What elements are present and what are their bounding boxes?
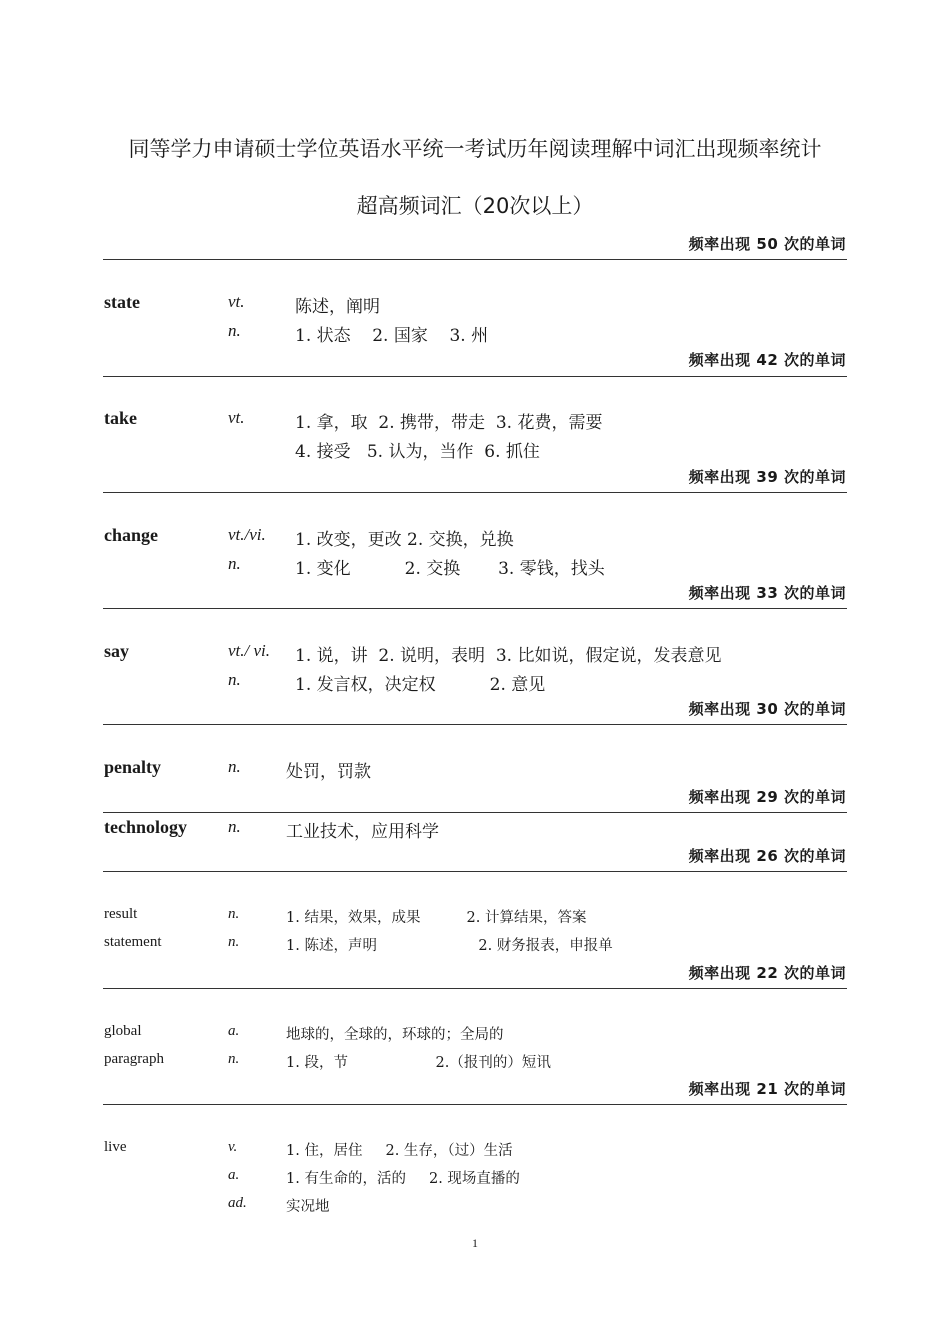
definition: 1. 发言权，决定权 2. 意见 [295,675,546,695]
definition: 4. 接受 5. 认为，当作 6. 抓住 [295,442,540,462]
definition: 1. 陈述，声明 2. 财务报表，申报单 [286,938,613,954]
headword: state [104,292,140,312]
frequency-heading: 频率出现 42 次的单词 [688,351,846,369]
headword: live [104,1139,127,1155]
headword: result [104,906,138,922]
part-of-speech: ad. [228,1195,247,1211]
divider [103,988,847,989]
headword: say [104,641,130,661]
frequency-heading: 频率出现 26 次的单词 [688,847,846,865]
part-of-speech: n. [228,1051,240,1067]
definition: 处罚，罚款 [286,762,371,782]
divider [103,608,847,609]
divider [103,492,847,493]
part-of-speech: n. [228,757,241,776]
definition: 陈述，阐明 [295,297,380,317]
part-of-speech: n. [228,554,241,573]
definition: 1. 结果，效果，成果 2. 计算结果，答案 [286,910,587,926]
headword: change [104,525,158,545]
definition: 1. 变化 2. 交换 3. 零钱，找头 [295,559,605,579]
headword: statement [104,934,162,950]
part-of-speech: n. [228,817,241,836]
frequency-heading: 频率出现 30 次的单词 [688,700,846,718]
headword: global [104,1023,142,1039]
frequency-heading: 频率出现 22 次的单词 [688,964,846,982]
frequency-heading: 频率出现 50 次的单词 [688,235,846,253]
definition: 1. 状态 2. 国家 3. 州 [295,326,489,346]
part-of-speech: vt. [228,408,245,427]
definition: 工业技术，应用科学 [286,822,439,842]
divider [103,724,847,725]
definition: 1. 段，节 2.（报刊的）短讯 [286,1055,551,1071]
part-of-speech: vt. [228,292,245,311]
part-of-speech: n. [228,670,241,689]
divider [103,871,847,872]
part-of-speech: vt./ vi. [228,641,271,660]
headword: take [104,408,137,428]
divider [103,812,847,813]
definition: 1. 有生命的，活的 2. 现场直播的 [286,1171,520,1187]
divider [103,259,847,260]
frequency-heading: 频率出现 21 次的单词 [688,1080,846,1098]
part-of-speech: vt./vi. [228,525,266,544]
divider [103,1104,847,1105]
definition: 1. 改变，更改 2. 交换，兑换 [295,530,514,550]
headword: technology [104,817,187,837]
document-title: 同等学力申请硕士学位英语水平统一考试历年阅读理解中词汇出现频率统计 [128,137,822,161]
part-of-speech: n. [228,934,240,950]
headword: paragraph [104,1051,164,1067]
page-number: 1 [472,1236,478,1250]
definition: 1. 说，讲 2. 说明，表明 3. 比如说，假定说，发表意见 [295,646,722,666]
definition: 地球的，全球的，环球的；全局的 [286,1027,504,1043]
divider [103,376,847,377]
definition: 1. 住，居住 2. 生存，（过）生活 [286,1143,513,1159]
definition: 1. 拿，取 2. 携带，带走 3. 花费，需要 [295,413,603,433]
part-of-speech: v. [228,1139,238,1155]
frequency-heading: 频率出现 39 次的单词 [688,468,846,486]
headword: penalty [104,757,162,777]
frequency-heading: 频率出现 29 次的单词 [688,788,846,806]
part-of-speech: n. [228,906,240,922]
part-of-speech: a. [228,1023,240,1039]
part-of-speech: n. [228,321,241,340]
part-of-speech: a. [228,1167,240,1183]
definition: 实况地 [286,1199,330,1215]
document-subtitle: 超高频词汇（20次以上） [356,194,594,218]
frequency-heading: 频率出现 33 次的单词 [688,584,846,602]
